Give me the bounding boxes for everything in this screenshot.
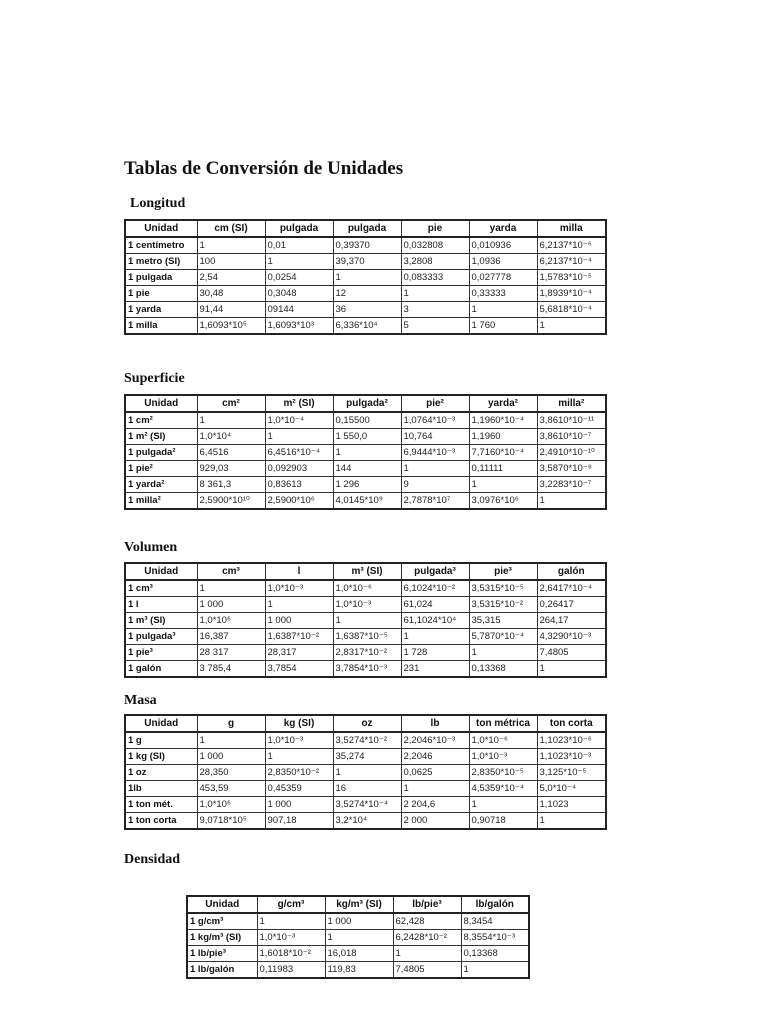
table-cell: 35,274 <box>333 749 401 765</box>
table-cell: 7,7160*10⁻⁴ <box>469 445 537 461</box>
table-cell: 3,7854 <box>265 661 333 678</box>
column-header: cm² <box>197 395 265 412</box>
row-unit-label: 1 kg (SI) <box>125 749 197 765</box>
table-row <box>125 732 606 749</box>
table-row <box>187 962 529 979</box>
table-cell: 1 000 <box>265 797 333 813</box>
table-cell: 8,3554*10⁻³ <box>461 930 529 946</box>
table-cell: 1 <box>197 237 265 254</box>
column-header: cm (SI) <box>197 220 265 237</box>
column-header: lb <box>401 715 469 732</box>
column-header: Unidad <box>187 896 257 913</box>
row-unit-label: 1 ton corta <box>125 813 197 830</box>
table-cell: 2,54 <box>197 270 265 286</box>
table-cell: 5,0*10⁻⁴ <box>537 781 606 797</box>
table-cell: 9 <box>401 477 469 493</box>
column-header: Unidad <box>125 563 197 580</box>
row-unit-label: 1 milla² <box>125 493 197 510</box>
table-cell: 1,0*10⁻⁶ <box>469 732 537 749</box>
table-cell: 2,5900*10¹⁰ <box>197 493 265 510</box>
row-unit-label: 1 lb/galón <box>187 962 257 979</box>
table-cell: 1 <box>401 629 469 645</box>
table-row <box>125 286 606 302</box>
table-header-row <box>125 395 606 412</box>
table-cell: 1 000 <box>197 597 265 613</box>
table-cell: 3,2283*10⁻⁷ <box>537 477 606 493</box>
table-cell: 6,2428*10⁻² <box>393 930 461 946</box>
row-unit-label: 1 kg/m³ (SI) <box>187 930 257 946</box>
table-row <box>125 270 606 286</box>
table-cell: 2,4910*10⁻¹⁰ <box>537 445 606 461</box>
table-cell: 09144 <box>265 302 333 318</box>
table-cell: 0,032808 <box>401 237 469 254</box>
table-cell: 0,83613 <box>265 477 333 493</box>
table-cell: 1 <box>265 429 333 445</box>
table-cell: 0,11983 <box>257 962 325 979</box>
row-unit-label: 1 m³ (SI) <box>125 613 197 629</box>
table-cell: 30,48 <box>197 286 265 302</box>
table-cell: 28,350 <box>197 765 265 781</box>
table-cell: 5,7870*10⁻⁴ <box>469 629 537 645</box>
table-cell: 9,0718*10⁵ <box>197 813 265 830</box>
table-cell: 3,5274*10⁻⁴ <box>333 797 401 813</box>
column-header: Unidad <box>125 220 197 237</box>
table-cell: 1 <box>197 732 265 749</box>
table-cell: 100 <box>197 254 265 270</box>
table-cell: 0,11111 <box>469 461 537 477</box>
table-cell: 1,5783*10⁻⁵ <box>537 270 606 286</box>
table-row <box>125 661 606 678</box>
table-cell: 2,2046*10⁻³ <box>401 732 469 749</box>
table-cell: 1,1960*10⁻⁴ <box>469 412 537 429</box>
column-header: pulgada <box>333 220 401 237</box>
table-cell: 2,7878*10⁷ <box>401 493 469 510</box>
table-cell: 0,13368 <box>469 661 537 678</box>
table-cell: 2,6417*10⁻⁴ <box>537 580 606 597</box>
table-cell: 2,8317*10⁻² <box>333 645 401 661</box>
table-header-row <box>125 563 606 580</box>
table-row <box>125 445 606 461</box>
table-cell: 1,6387*10⁻⁵ <box>333 629 401 645</box>
table-row <box>125 412 606 429</box>
row-unit-label: 1 metro (SI) <box>125 254 197 270</box>
table-header-row <box>187 896 529 913</box>
table-cell: 1,0*10⁻³ <box>333 597 401 613</box>
table-cell: 2,8350*10⁻² <box>265 765 333 781</box>
table-cell: 1 <box>537 661 606 678</box>
column-header: kg (SI) <box>265 715 333 732</box>
table-row <box>125 477 606 493</box>
table-cell: 1 <box>401 286 469 302</box>
table-cell: 16,018 <box>325 946 393 962</box>
table-cell: 3,125*10⁻⁵ <box>537 765 606 781</box>
row-unit-label: 1lb <box>125 781 197 797</box>
table-cell: 1,8939*10⁻⁴ <box>537 286 606 302</box>
table-cell: 1 728 <box>401 645 469 661</box>
table-row <box>125 629 606 645</box>
row-unit-label: 1 pie³ <box>125 645 197 661</box>
table-cell: 28 317 <box>197 645 265 661</box>
table-row <box>125 254 606 270</box>
table-cell: 1,0*10⁻³ <box>257 930 325 946</box>
table-densidad <box>186 895 530 979</box>
table-cell: 1,0*10⁶ <box>197 613 265 629</box>
row-unit-label: 1 pie² <box>125 461 197 477</box>
row-unit-label: 1 lb/pie³ <box>187 946 257 962</box>
column-header: kg/m³ (SI) <box>325 896 393 913</box>
table-cell: 1 <box>537 493 606 510</box>
column-header: g <box>197 715 265 732</box>
table-cell: 1,6018*10⁻² <box>257 946 325 962</box>
table-cell: 1,0*10⁻³ <box>265 580 333 597</box>
table-cell: 8,3454 <box>461 913 529 930</box>
table-cell: 0,90718 <box>469 813 537 830</box>
table-cell: 61,024 <box>401 597 469 613</box>
table-row <box>125 749 606 765</box>
table-cell: 0,3048 <box>265 286 333 302</box>
table-cell: 929,03 <box>197 461 265 477</box>
table-cell: 1 <box>265 254 333 270</box>
table-cell: 0,39370 <box>333 237 401 254</box>
row-unit-label: 1 ton mét. <box>125 797 197 813</box>
table-cell: 2,5900*10⁶ <box>265 493 333 510</box>
table-cell: 1 <box>197 412 265 429</box>
table-cell: 3,8610*10⁻⁷ <box>537 429 606 445</box>
table-cell: 6,1024*10⁻² <box>401 580 469 597</box>
table-cell: 36 <box>333 302 401 318</box>
table-cell: 3,0976*10⁶ <box>469 493 537 510</box>
table-cell: 2 204,6 <box>401 797 469 813</box>
table-cell: 119,83 <box>325 962 393 979</box>
table-masa <box>124 714 607 830</box>
table-row <box>187 913 529 930</box>
table-cell: 1,0*10⁻⁴ <box>265 412 333 429</box>
table-cell: 1 <box>393 946 461 962</box>
table-cell: 264,17 <box>537 613 606 629</box>
table-cell: 1,1960 <box>469 429 537 445</box>
table-cell: 1 <box>325 930 393 946</box>
column-header: yarda² <box>469 395 537 412</box>
table-cell: 3 <box>401 302 469 318</box>
column-header: l <box>265 563 333 580</box>
table-cell: 0,15500 <box>333 412 401 429</box>
table-cell: 1 000 <box>265 613 333 629</box>
table-cell: 0,01 <box>265 237 333 254</box>
table-cell: 1 <box>333 445 401 461</box>
table-cell: 1,6093*10⁵ <box>197 318 265 335</box>
table-cell: 0,33333 <box>469 286 537 302</box>
column-header: pulgada <box>265 220 333 237</box>
table-cell: 1,6093*10³ <box>265 318 333 335</box>
table-cell: 0,26417 <box>537 597 606 613</box>
table-cell: 3,2*10⁴ <box>333 813 401 830</box>
table-cell: 0,45359 <box>265 781 333 797</box>
table-cell: 10,764 <box>401 429 469 445</box>
table-row <box>125 645 606 661</box>
column-header: m³ (SI) <box>333 563 401 580</box>
table-cell: 1 000 <box>197 749 265 765</box>
column-header: pie³ <box>469 563 537 580</box>
column-header: oz <box>333 715 401 732</box>
row-unit-label: 1 milla <box>125 318 197 335</box>
table-cell: 61,1024*10⁴ <box>401 613 469 629</box>
row-unit-label: 1 pulgada² <box>125 445 197 461</box>
row-unit-label: 1 cm² <box>125 412 197 429</box>
table-row <box>125 302 606 318</box>
table-cell: 1 <box>333 613 401 629</box>
table-cell: 1 <box>537 813 606 830</box>
table-cell: 0,13368 <box>461 946 529 962</box>
table-cell: 3,8610*10⁻¹¹ <box>537 412 606 429</box>
table-cell: 28,317 <box>265 645 333 661</box>
table-cell: 1 <box>469 477 537 493</box>
table-cell: 1 760 <box>469 318 537 335</box>
table-cell: 1 550,0 <box>333 429 401 445</box>
table-cell: 1 <box>401 781 469 797</box>
table-cell: 2,2046 <box>401 749 469 765</box>
table-cell: 1,0764*10⁻³ <box>401 412 469 429</box>
table-cell: 4,5359*10⁻⁴ <box>469 781 537 797</box>
column-header: milla² <box>537 395 606 412</box>
table-cell: 1 <box>469 302 537 318</box>
column-header: pulgada² <box>333 395 401 412</box>
table-cell: 1,0936 <box>469 254 537 270</box>
heading-volumen: Volumen <box>124 540 178 555</box>
table-cell: 1 <box>401 461 469 477</box>
table-cell: 1 <box>257 913 325 930</box>
table-cell: 1 <box>197 580 265 597</box>
column-header: m² (SI) <box>265 395 333 412</box>
row-unit-label: 1 oz <box>125 765 197 781</box>
heading-masa: Masa <box>124 693 157 708</box>
table-cell: 1 <box>469 797 537 813</box>
column-header: Unidad <box>125 395 197 412</box>
row-unit-label: 1 centímetro <box>125 237 197 254</box>
table-cell: 3 785,4 <box>197 661 265 678</box>
table-cell: 91,44 <box>197 302 265 318</box>
column-header: galón <box>537 563 606 580</box>
row-unit-label: 1 pie <box>125 286 197 302</box>
table-header-row <box>125 220 606 237</box>
table-row <box>187 930 529 946</box>
column-header: pie² <box>401 395 469 412</box>
table-cell: 1,0*10⁻³ <box>265 732 333 749</box>
table-cell: 16 <box>333 781 401 797</box>
table-cell: 1,0*10⁻⁶ <box>333 580 401 597</box>
row-unit-label: 1 g <box>125 732 197 749</box>
table-cell: 62,428 <box>393 913 461 930</box>
table-cell: 1 <box>461 962 529 979</box>
table-row <box>125 429 606 445</box>
table-cell: 3,5870*10⁻⁸ <box>537 461 606 477</box>
heading-superficie: Superficie <box>124 371 185 386</box>
table-header-row <box>125 715 606 732</box>
table-cell: 12 <box>333 286 401 302</box>
column-header: pie <box>401 220 469 237</box>
table-cell: 3,2808 <box>401 254 469 270</box>
heading-densidad: Densidad <box>124 852 181 867</box>
table-cell: 453,59 <box>197 781 265 797</box>
table-cell: 4,0145*10⁹ <box>333 493 401 510</box>
table-cell: 0,083333 <box>401 270 469 286</box>
table-cell: 1 000 <box>325 913 393 930</box>
table-row <box>125 318 606 335</box>
table-cell: 1 <box>333 270 401 286</box>
table-cell: 5,6818*10⁻⁴ <box>537 302 606 318</box>
table-row <box>125 237 606 254</box>
table-cell: 0,0625 <box>401 765 469 781</box>
row-unit-label: 1 g/cm³ <box>187 913 257 930</box>
column-header: lb/pie³ <box>393 896 461 913</box>
table-cell: 1,1023*10⁻⁶ <box>537 732 606 749</box>
column-header: ton métrica <box>469 715 537 732</box>
table-cell: 6,336*10⁴ <box>333 318 401 335</box>
row-unit-label: 1 pulgada <box>125 270 197 286</box>
table-cell: 1 <box>537 318 606 335</box>
table-longitud <box>124 219 607 335</box>
table-cell: 0,092903 <box>265 461 333 477</box>
table-cell: 231 <box>401 661 469 678</box>
table-cell: 0,027778 <box>469 270 537 286</box>
table-cell: 35,315 <box>469 613 537 629</box>
table-cell: 16,387 <box>197 629 265 645</box>
table-cell: 3,7854*10⁻³ <box>333 661 401 678</box>
table-cell: 907,18 <box>265 813 333 830</box>
table-cell: 6,4516 <box>197 445 265 461</box>
table-cell: 4,3290*10⁻³ <box>537 629 606 645</box>
table-cell: 1 <box>265 749 333 765</box>
table-cell: 3,5315*10⁻² <box>469 597 537 613</box>
column-header: milla <box>537 220 606 237</box>
table-row <box>125 613 606 629</box>
column-header: cm³ <box>197 563 265 580</box>
column-header: g/cm³ <box>257 896 325 913</box>
row-unit-label: 1 yarda² <box>125 477 197 493</box>
row-unit-label: 1 yarda <box>125 302 197 318</box>
page-title: Tablas de Conversión de Unidades <box>124 158 404 179</box>
row-unit-label: 1 m² (SI) <box>125 429 197 445</box>
table-cell: 1 296 <box>333 477 401 493</box>
table-cell: 39,370 <box>333 254 401 270</box>
table-row <box>125 781 606 797</box>
table-row <box>125 797 606 813</box>
table-cell: 6,2137*10⁻⁴ <box>537 254 606 270</box>
table-cell: 6,2137*10⁻⁶ <box>537 237 606 254</box>
table-cell: 1,1023*10⁻³ <box>537 749 606 765</box>
heading-longitud: Longitud <box>130 196 186 211</box>
table-cell: 3,5274*10⁻² <box>333 732 401 749</box>
table-cell: 1 <box>469 645 537 661</box>
table-cell: 1,0*10⁴ <box>197 429 265 445</box>
table-cell: 7,4805 <box>393 962 461 979</box>
table-cell: 2,8350*10⁻⁵ <box>469 765 537 781</box>
table-row <box>125 597 606 613</box>
table-cell: 5 <box>401 318 469 335</box>
table-cell: 144 <box>333 461 401 477</box>
row-unit-label: 1 l <box>125 597 197 613</box>
table-cell: 1,0*10⁻³ <box>469 749 537 765</box>
row-unit-label: 1 pulgada³ <box>125 629 197 645</box>
table-row <box>187 946 529 962</box>
table-row <box>125 493 606 510</box>
table-cell: 1 <box>333 765 401 781</box>
table-cell: 3,5315*10⁻⁵ <box>469 580 537 597</box>
column-header: lb/galón <box>461 896 529 913</box>
row-unit-label: 1 galón <box>125 661 197 678</box>
table-cell: 8 361,3 <box>197 477 265 493</box>
table-cell: 0,0254 <box>265 270 333 286</box>
column-header: ton corta <box>537 715 606 732</box>
table-cell: 1,0*10⁶ <box>197 797 265 813</box>
table-row <box>125 461 606 477</box>
table-cell: 1,1023 <box>537 797 606 813</box>
table-cell: 6,4516*10⁻⁴ <box>265 445 333 461</box>
table-superficie <box>124 394 607 510</box>
table-volumen <box>124 562 607 678</box>
row-unit-label: 1 cm³ <box>125 580 197 597</box>
table-row <box>125 765 606 781</box>
table-row <box>125 580 606 597</box>
table-cell: 1,6387*10⁻² <box>265 629 333 645</box>
table-cell: 1 <box>265 597 333 613</box>
table-cell: 7,4805 <box>537 645 606 661</box>
column-header: pulgada³ <box>401 563 469 580</box>
table-cell: 6,9444*10⁻³ <box>401 445 469 461</box>
table-cell: 2 000 <box>401 813 469 830</box>
column-header: yarda <box>469 220 537 237</box>
column-header: Unidad <box>125 715 197 732</box>
table-cell: 0,010936 <box>469 237 537 254</box>
table-row <box>125 813 606 830</box>
